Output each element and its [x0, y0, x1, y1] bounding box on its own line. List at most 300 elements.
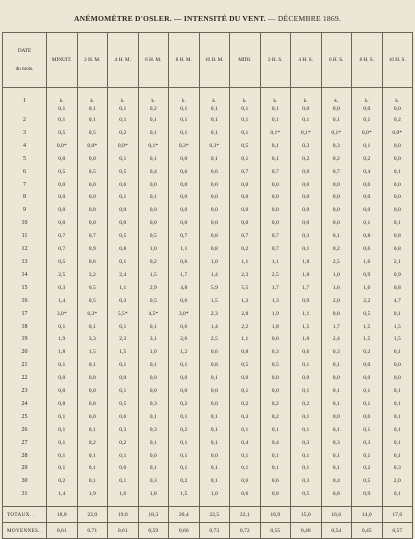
value-cell: 0,0 [382, 191, 413, 204]
value-cell: 0,0 [321, 179, 352, 192]
value-cell: 0,1 [352, 217, 383, 230]
table-row [3, 346, 413, 359]
value-cell: 0,0 [108, 179, 139, 192]
value-cell: 1,4 [47, 488, 78, 507]
totals-value: 22,1 [230, 507, 261, 523]
value-cell: 0,2 [77, 437, 108, 450]
value-cell: 0,0* [47, 140, 78, 153]
value-cell: 0,0 [382, 204, 413, 217]
value-cell: 0,9 [291, 295, 322, 308]
value-cell: 2,2 [230, 321, 261, 334]
day-cell: 22 [3, 372, 47, 385]
header-time: MINUIT. [47, 33, 78, 88]
day-cell: 11 [3, 230, 47, 243]
value-cell: 4,5* [138, 308, 169, 321]
value-cell: 0,3 [382, 462, 413, 475]
value-cell: 0,0 [108, 204, 139, 217]
value-cell: 0,6 [77, 256, 108, 269]
value-cell: 0,0 [169, 191, 200, 204]
value-cell: 5,5 [230, 282, 261, 295]
value-cell: 1,1 [230, 256, 261, 269]
value-cell: 2,3 [199, 308, 230, 321]
header-time: 2 H. S. [260, 33, 291, 88]
value-cell: 2,9 [138, 282, 169, 295]
value-cell: 0,2 [230, 398, 261, 411]
value-cell: 0,1* [138, 140, 169, 153]
value-cell: 1,4 [199, 321, 230, 334]
value-cell: 0,1 [108, 475, 139, 488]
value-cell: 0,1 [352, 140, 383, 153]
value-cell: 0,1 [108, 256, 139, 269]
value-cell: 0,3 [321, 346, 352, 359]
value-cell: 1,0 [199, 488, 230, 507]
value-cell: 0,8 [108, 243, 139, 256]
value-cell: 0,0 [138, 385, 169, 398]
table-row [3, 308, 413, 321]
value-cell: 0,1 [138, 321, 169, 334]
totals-value: 18,3 [138, 507, 169, 523]
value-cell: 0,0 [260, 385, 291, 398]
value-cell: 0,3 [321, 437, 352, 450]
value-cell: 0,6 [199, 166, 230, 179]
value-cell: 0,1 [352, 398, 383, 411]
totals-label: TOTAUX. . [3, 507, 47, 523]
value-cell: 1,6 [352, 256, 383, 269]
table-row [3, 411, 413, 424]
value-cell: 0,0 [138, 372, 169, 385]
value-cell: 0,0 [108, 411, 139, 424]
day-cell: 27 [3, 437, 47, 450]
value-cell: 0,5 [352, 308, 383, 321]
value-cell: 0,4 [230, 437, 261, 450]
value-cell: 0,8 [199, 359, 230, 372]
unit-mark: k. [120, 99, 125, 104]
header-time: 4 H. M. [108, 33, 139, 88]
value-cell: 0,1 [230, 114, 261, 127]
value-cell: 2,4 [321, 333, 352, 346]
value-cell: 0,1 [169, 359, 200, 372]
means-value: 0,61 [108, 523, 139, 539]
table-row [3, 450, 413, 463]
value-cell: 0,3 [291, 230, 322, 243]
value-cell: 0,1 [260, 450, 291, 463]
value-cell: 0,0 [169, 204, 200, 217]
value-cell: 1,5 [352, 321, 383, 334]
value-cell: 0,1 [199, 411, 230, 424]
means-value: 0,73 [199, 523, 230, 539]
totals-value: 17,6 [382, 507, 413, 523]
value-cell: 0,0* [108, 140, 139, 153]
value-cell: 0,1 [169, 437, 200, 450]
value-cell: 0,0 [230, 217, 261, 230]
value-cell: 1,9 [260, 308, 291, 321]
value-cell: 1,4 [47, 295, 78, 308]
value-cell: 0,3 [230, 411, 261, 424]
value-cell: 0,0 [138, 217, 169, 230]
day-cell: 6 [3, 166, 47, 179]
value-cell: 4,7 [382, 295, 413, 308]
value-cell: 0,1 [321, 398, 352, 411]
value-cell: 0,1 [382, 385, 413, 398]
value-cell: 0,2 [352, 346, 383, 359]
value-cell: 0,0 [199, 179, 230, 192]
value-cell: 0,1 [230, 385, 261, 398]
value-cell: 0,6 [169, 166, 200, 179]
day-cell: 20 [3, 346, 47, 359]
value-cell: k. 0,1 [230, 88, 261, 115]
value-cell: 1,5 [352, 333, 383, 346]
value-cell: 0,1 [230, 127, 261, 140]
wind-intensity-table [2, 32, 413, 539]
means-value: 0,66 [169, 523, 200, 539]
value-cell: 1,1 [108, 282, 139, 295]
value-cell: 0,3* [199, 140, 230, 153]
value-cell: 0,1 [199, 127, 230, 140]
value-cell: 1,4 [199, 269, 230, 282]
title-month: — DÉCEMBRE 1869. [267, 14, 342, 23]
title-main: ANÉMOMÈTRE D'OSLER. — INTENSITÉ DU VENT. [73, 14, 266, 23]
value-cell: 0,5 [108, 398, 139, 411]
means-row [3, 523, 413, 539]
table-row [3, 295, 413, 308]
value-cell: 0,1 [47, 424, 78, 437]
unit-mark: k. [90, 99, 95, 104]
day-cell: 14 [3, 269, 47, 282]
day-cell: 18 [3, 321, 47, 334]
value-cell: 0,0 [108, 217, 139, 230]
value-cell: 0,9 [382, 269, 413, 282]
means-value: 0,71 [77, 523, 108, 539]
value-cell: 0,1 [138, 191, 169, 204]
value-cell: 2,1 [382, 256, 413, 269]
value-cell: 0,7 [230, 166, 261, 179]
value-cell: 0,2 [108, 437, 139, 450]
value-cell: 0,1 [47, 437, 78, 450]
value-cell: 1,3 [260, 295, 291, 308]
value-cell: 0,0* [382, 127, 413, 140]
value-cell: 0,3 [108, 424, 139, 437]
value-cell: 0,1* [291, 127, 322, 140]
value-cell: 1,5 [382, 321, 413, 334]
value-cell: 0,7 [321, 166, 352, 179]
value-cell: 0,8 [352, 230, 383, 243]
value-cell: 0,1 [47, 450, 78, 463]
value-cell: 0,0 [77, 153, 108, 166]
value-cell: k. 0,1 [260, 88, 291, 115]
table-row [3, 217, 413, 230]
value-cell: 0,1 [138, 462, 169, 475]
value-cell: 4,8 [169, 282, 200, 295]
value-cell: 1,1 [169, 243, 200, 256]
value-cell: 1,7 [321, 321, 352, 334]
value-cell: 0,1 [138, 127, 169, 140]
day-cell: 2 [3, 114, 47, 127]
value-cell: 0,1 [291, 424, 322, 437]
value-cell: 0,6 [230, 475, 261, 488]
value-cell: 0,7 [230, 230, 261, 243]
value-cell: 0,1 [382, 411, 413, 424]
value-cell: 0,2 [382, 114, 413, 127]
value-cell: 0,1 [291, 243, 322, 256]
value-cell: 0,2 [352, 153, 383, 166]
value-cell: 0,2 [169, 398, 200, 411]
value-cell: 0,0 [199, 191, 230, 204]
value-cell: 0,8 [382, 230, 413, 243]
value-cell: 2,8 [230, 308, 261, 321]
header-time: 8 H. S. [352, 33, 383, 88]
value-cell: 2,0 [321, 295, 352, 308]
value-cell: 0,1 [108, 450, 139, 463]
value-cell: 0,0 [260, 217, 291, 230]
value-cell: 0,6 [260, 333, 291, 346]
value-cell: 1,5 [108, 346, 139, 359]
value-cell: 5,9 [199, 282, 230, 295]
value-cell: 0,1 [291, 359, 322, 372]
value-cell: 0,1 [382, 346, 413, 359]
value-cell: 0,1 [321, 424, 352, 437]
value-cell: 0,1 [382, 424, 413, 437]
value-cell: 0,0 [47, 385, 78, 398]
value-cell: 0,2 [47, 475, 78, 488]
value-cell: 0,7 [260, 243, 291, 256]
value-cell: 0,1 [47, 411, 78, 424]
value-cell: 0,0 [169, 217, 200, 230]
value-cell: 0,1 [199, 153, 230, 166]
value-cell: 0,0 [382, 153, 413, 166]
value-cell: 0,0 [352, 372, 383, 385]
day-cell: 24 [3, 398, 47, 411]
header-time: 10 H. S. [382, 33, 413, 88]
value-cell: 1,1 [230, 333, 261, 346]
value-cell: 1,7 [291, 282, 322, 295]
means-value: 0,48 [291, 523, 322, 539]
day-cell: 10 [3, 217, 47, 230]
value-cell: 0,1 [260, 140, 291, 153]
value-cell: 0,5 [260, 359, 291, 372]
value-cell: 1,7 [260, 282, 291, 295]
value-cell: 0,1 [321, 114, 352, 127]
table-row [3, 359, 413, 372]
value-cell: 0,0 [382, 359, 413, 372]
unit-mark: k. [273, 99, 278, 104]
header-time: 6 H. M. [138, 33, 169, 88]
totals-value: 18,8 [47, 507, 78, 523]
value-cell: 0,1 [291, 385, 322, 398]
value-cell: 2,2 [352, 295, 383, 308]
value-cell: 0,6 [352, 243, 383, 256]
value-cell: 0,0 [321, 204, 352, 217]
value-cell: 0,1 [352, 385, 383, 398]
value-cell: 0,1 [77, 114, 108, 127]
value-cell: k. 0,0 [321, 88, 352, 115]
value-cell: 0,1 [230, 462, 261, 475]
unit-mark: k. [181, 99, 186, 104]
value-cell: k. 0,0 [382, 88, 413, 115]
value-cell: 1,0 [199, 256, 230, 269]
value-cell: 0,1 [169, 114, 200, 127]
value-cell: 0,2 [321, 153, 352, 166]
value-cell: 0,3 [138, 424, 169, 437]
value-cell: 0,1 [291, 450, 322, 463]
totals-value: 22,5 [199, 507, 230, 523]
value-cell: 0,0 [199, 385, 230, 398]
day-cell: 17 [3, 308, 47, 321]
value-cell: 0,1 [47, 114, 78, 127]
value-cell: 0,0 [230, 372, 261, 385]
value-cell: 0,1 [108, 359, 139, 372]
value-cell: 0,1 [321, 385, 352, 398]
value-cell: 0,0 [321, 372, 352, 385]
value-cell: 1,5 [382, 333, 413, 346]
value-cell: 0,0 [169, 385, 200, 398]
day-cell: 25 [3, 411, 47, 424]
value-cell: 0,1 [260, 153, 291, 166]
value-cell: 0,2 [321, 243, 352, 256]
value-cell: 0,0 [291, 372, 322, 385]
value-cell: 0,0 [77, 179, 108, 192]
value-cell: 0,7 [77, 230, 108, 243]
table-row [3, 204, 413, 217]
value-cell: 1,6 [352, 282, 383, 295]
value-cell: 0,9 [352, 488, 383, 507]
value-cell: 2,6 [169, 333, 200, 346]
value-cell: 0,0* [77, 140, 108, 153]
value-cell: 0,0 [138, 204, 169, 217]
value-cell: k. 0,1 [77, 88, 108, 115]
value-cell: 1,8 [260, 321, 291, 334]
means-value: 0,54 [321, 523, 352, 539]
table-row [3, 166, 413, 179]
value-cell: 0,1* [321, 127, 352, 140]
means-value: 0,45 [352, 523, 383, 539]
table-row [3, 475, 413, 488]
day-cell: 13 [3, 256, 47, 269]
table-row [3, 269, 413, 282]
value-cell: 6,3* [77, 308, 108, 321]
value-cell: 0,1 [108, 385, 139, 398]
value-cell: 0,5 [108, 166, 139, 179]
value-cell: 0,1 [382, 398, 413, 411]
value-cell: k. 0,2 [138, 88, 169, 115]
value-cell: 0,1 [199, 462, 230, 475]
header-date: DATE du mois. [3, 33, 47, 88]
value-cell: 3,3 [77, 333, 108, 346]
value-cell: 0,1 [77, 475, 108, 488]
totals-value: 16,6 [321, 507, 352, 523]
value-cell: 0,0 [169, 179, 200, 192]
value-cell: 0,7 [169, 230, 200, 243]
value-cell: 0,1 [382, 488, 413, 507]
value-cell: 0,1 [321, 230, 352, 243]
value-cell: 0,0 [382, 140, 413, 153]
value-cell: 0,0 [321, 411, 352, 424]
value-cell: 0,0 [169, 153, 200, 166]
value-cell: k. 0,1 [108, 88, 139, 115]
value-cell: 1,6 [108, 488, 139, 507]
table-row [3, 385, 413, 398]
value-cell: 0,3 [138, 475, 169, 488]
value-cell: 0,8 [382, 282, 413, 295]
value-cell: 0,5 [47, 256, 78, 269]
value-cell: 0,0 [199, 450, 230, 463]
value-cell: 0,8 [382, 243, 413, 256]
table-row [3, 256, 413, 269]
value-cell: 0,5 [77, 127, 108, 140]
value-cell: 0,1 [291, 462, 322, 475]
value-cell: 0,1 [321, 359, 352, 372]
value-cell: 0,1 [352, 114, 383, 127]
value-cell: 0,3 [291, 437, 322, 450]
value-cell: 0,2 [260, 411, 291, 424]
value-cell: 0,0 [352, 179, 383, 192]
table-row [3, 153, 413, 166]
value-cell: 0,8 [199, 243, 230, 256]
day-cell: 30 [3, 475, 47, 488]
value-cell: 1,1 [291, 308, 322, 321]
value-cell: 0,1 [138, 411, 169, 424]
value-cell: 0,2 [169, 475, 200, 488]
value-cell: 0,1 [382, 217, 413, 230]
value-cell: 1,9 [47, 333, 78, 346]
table-row [3, 488, 413, 507]
value-cell: 0,0 [199, 398, 230, 411]
day-cell: 3 [3, 127, 47, 140]
value-cell: 0,0* [352, 127, 383, 140]
page-title [0, 14, 415, 23]
value-cell: 1,5 [138, 269, 169, 282]
means-label: MOYENNES. . [3, 523, 47, 539]
value-cell: 0,1 [291, 114, 322, 127]
table-row [3, 462, 413, 475]
unit-mark: k. [364, 99, 369, 104]
table-row [3, 140, 413, 153]
value-cell: 0,2 [260, 398, 291, 411]
value-cell: 0,1 [382, 437, 413, 450]
value-cell: 2,3 [108, 333, 139, 346]
value-cell: 1,5 [199, 295, 230, 308]
value-cell: 2,0 [382, 475, 413, 488]
value-cell: 0,1 [321, 450, 352, 463]
value-cell: 0,0 [77, 217, 108, 230]
value-cell: 3,0* [47, 308, 78, 321]
value-cell: 0,1 [321, 462, 352, 475]
value-cell: 0,1 [47, 462, 78, 475]
value-cell: 0,1 [77, 359, 108, 372]
value-cell: 0,5 [47, 127, 78, 140]
value-cell: 0,0 [77, 385, 108, 398]
value-cell: 0,0 [47, 191, 78, 204]
unit-mark: k. [59, 99, 64, 104]
value-cell: 0,0 [291, 217, 322, 230]
value-cell: 0,3* [169, 140, 200, 153]
value-cell: 0,0 [230, 179, 261, 192]
value-cell: 0,0 [77, 411, 108, 424]
value-cell: 0,0 [260, 179, 291, 192]
day-cell: 26 [3, 424, 47, 437]
day-cell: 16 [3, 295, 47, 308]
day-cell: 31 [3, 488, 47, 507]
value-cell: 0,3 [291, 475, 322, 488]
means-value: 0,72 [230, 523, 261, 539]
value-cell: 0,1 [77, 462, 108, 475]
value-cell: 0,4 [321, 475, 352, 488]
day-cell: 19 [3, 333, 47, 346]
value-cell: 0,0 [138, 450, 169, 463]
value-cell: 1,6 [321, 282, 352, 295]
value-cell: 0,6 [169, 295, 200, 308]
value-cell: 0,1 [291, 411, 322, 424]
value-cell: k. 0,0 [291, 88, 322, 115]
